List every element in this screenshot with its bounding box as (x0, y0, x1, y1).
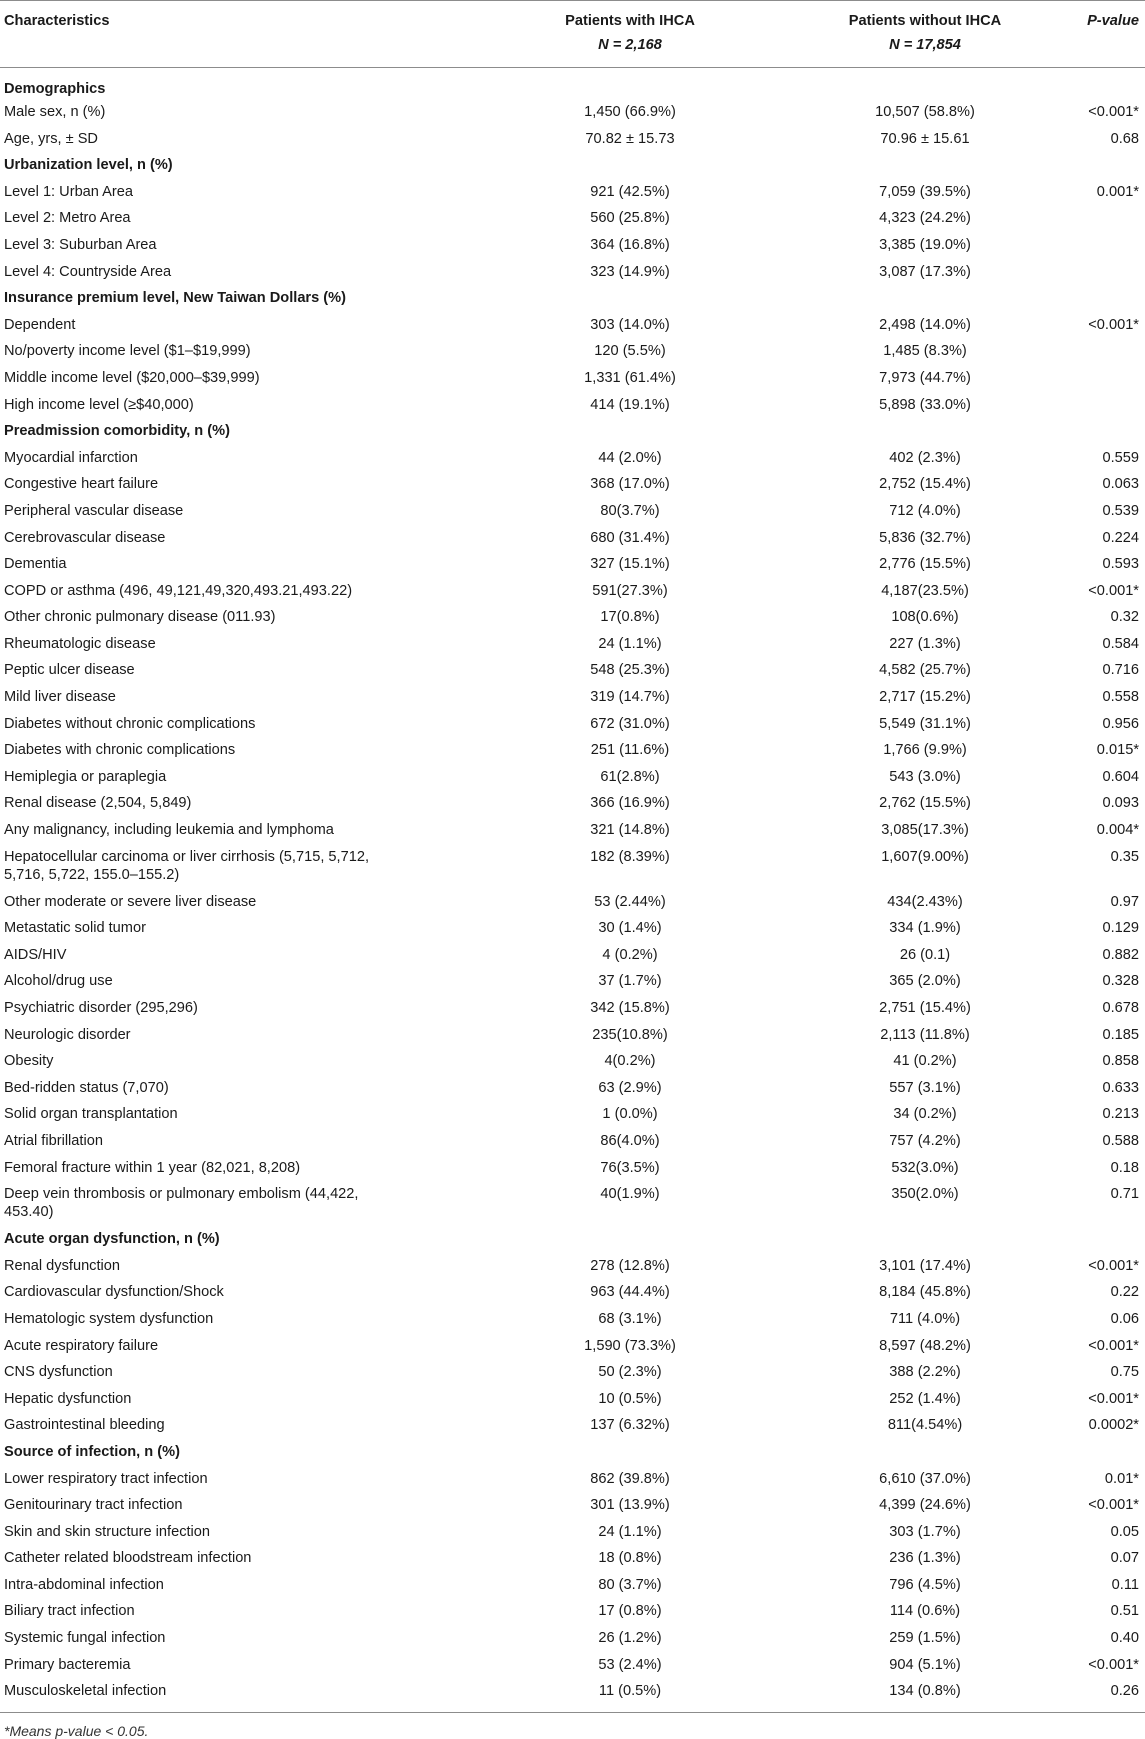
p-value: 0.858 (1102, 1053, 1139, 1070)
p-value (1040, 366, 1145, 393)
row-label: Alcohol/drug use (4, 973, 113, 990)
table-row (0, 100, 1145, 127)
row-label: Other moderate or severe liver disease (4, 893, 257, 910)
p-value: 0.093 (1102, 795, 1139, 812)
row-label: Any malignancy, including leukemia and lymphoma (4, 822, 334, 839)
value-with-ihca: 80(3.7%) (600, 502, 660, 519)
value-with-ihca: 53 (2.44%) (594, 893, 666, 910)
table-row (0, 180, 1145, 207)
p-value: 0.185 (1102, 1026, 1139, 1043)
p-value (1040, 339, 1145, 366)
p-value: 0.75 (1110, 1364, 1139, 1381)
row-label: Peripheral vascular disease (4, 502, 184, 519)
row-label: Age, yrs, ± SD (4, 130, 98, 147)
row-label: Neurologic disorder (4, 1026, 131, 1043)
p-value: 0.0002* (1088, 1417, 1139, 1434)
value-without-ihca: 904 (5.1%) (889, 1656, 961, 1673)
row-label: Intra-abdominal infection (4, 1576, 164, 1593)
value-with-ihca: 17 (0.8%) (598, 1603, 662, 1620)
p-value: <0.001* (1088, 104, 1139, 120)
value-with-ihca: 321 (14.8%) (590, 822, 670, 839)
row-label (0, 1182, 500, 1227)
value-with-ihca: 44 (2.0%) (598, 449, 662, 466)
table-row (0, 1102, 1145, 1129)
p-value: 0.06 (1110, 1310, 1139, 1327)
row-label: Metastatic solid tumor (4, 920, 146, 937)
row-label: Hematologic system dysfunction (4, 1310, 214, 1327)
p-value: 0.18 (1110, 1159, 1139, 1176)
value-without-ihca: 4,399 (24.6%) (879, 1497, 971, 1514)
value-without-ihca: 41 (0.2%) (893, 1053, 957, 1070)
value-with-ihca: 182 (8.39%) (590, 848, 670, 865)
value-without-ihca: 5,549 (31.1%) (879, 715, 971, 732)
p-value (1040, 206, 1145, 233)
table-row (0, 233, 1145, 260)
value-without-ihca: 1,485 (8.3%) (883, 343, 967, 360)
p-value: <0.001* (1088, 1337, 1139, 1354)
table-row (0, 969, 1145, 996)
row-label: Primary bacteremia (4, 1656, 131, 1673)
row-label: Renal dysfunction (4, 1257, 121, 1274)
table-row (0, 738, 1145, 765)
table-row (0, 1679, 1145, 1712)
table-row (0, 446, 1145, 473)
table-row (0, 393, 1145, 420)
row-label: COPD or asthma (496, 49,121,49,320,493.21,493.22) (4, 582, 353, 599)
header-without-ihca-n: N = 17,854 (720, 37, 1040, 68)
value-with-ihca: 251 (11.6%) (590, 742, 670, 759)
row-label: Dependent (4, 316, 76, 333)
value-without-ihca: 10,507 (58.8%) (875, 104, 975, 120)
table-row (0, 206, 1145, 233)
p-value (1040, 233, 1145, 260)
row-label: CNS dysfunction (4, 1364, 113, 1381)
section-header-row (0, 153, 1145, 180)
p-value: 0.11 (1111, 1576, 1139, 1593)
value-without-ihca: 402 (2.3%) (889, 449, 961, 466)
table-row (0, 791, 1145, 818)
row-label: Genitourinary tract infection (4, 1497, 183, 1514)
value-with-ihca: 301 (13.9%) (590, 1497, 670, 1514)
section-label: Urbanization level, n (%) (4, 157, 173, 174)
value-without-ihca: 4,323 (24.2%) (879, 210, 971, 227)
row-label: Middle income level ($20,000–$39,999) (4, 369, 260, 386)
p-value: 0.558 (1102, 689, 1139, 706)
p-value: 0.328 (1102, 973, 1139, 990)
p-value: 0.224 (1102, 529, 1139, 546)
value-without-ihca: 532(3.0%) (891, 1159, 959, 1176)
row-label: Acute respiratory failure (4, 1337, 159, 1354)
row-label: Musculoskeletal infection (0, 1679, 500, 1712)
row-label: Systemic fungal infection (4, 1630, 166, 1647)
value-without-ihca: 3,087 (17.3%) (879, 263, 971, 280)
value-with-ihca: 591(27.3%) (592, 582, 668, 599)
table-row (0, 712, 1145, 739)
row-label: Catheter related bloodstream infection (4, 1550, 252, 1567)
p-value: 0.539 (1102, 502, 1139, 519)
value-with-ihca: 1,450 (66.9%) (584, 104, 676, 120)
value-without-ihca: 3,085(17.3%) (881, 822, 969, 839)
p-value: 0.129 (1102, 920, 1139, 937)
value-without-ihca: 711 (4.0%) (889, 1310, 961, 1327)
p-value: 0.559 (1102, 449, 1139, 466)
table-row (0, 499, 1145, 526)
table-row (0, 1573, 1145, 1600)
value-without-ihca: 811(4.54%) (887, 1417, 963, 1434)
value-without-ihca: 7,059 (39.5%) (879, 183, 971, 200)
row-label: Hemiplegia or paraplegia (4, 768, 167, 785)
value-without-ihca: 5,836 (32.7%) (879, 529, 971, 546)
section-header-row (0, 68, 1145, 101)
table-row (0, 127, 1145, 154)
table-row (0, 1387, 1145, 1414)
value-with-ihca: 137 (6.32%) (590, 1417, 670, 1434)
value-with-ihca: 368 (17.0%) (590, 476, 670, 493)
table-row (0, 1360, 1145, 1387)
value-with-ihca: 1,590 (73.3%) (584, 1337, 676, 1354)
value-without-ihca: 2,752 (15.4%) (879, 476, 971, 493)
value-without-ihca: 236 (1.3%) (889, 1550, 961, 1567)
row-label: Psychiatric disorder (295,296) (4, 1000, 198, 1016)
value-with-ihca: 560 (25.8%) (590, 210, 670, 227)
row-label: Male sex, n (%) (4, 104, 106, 120)
value-with-ihca: 40(1.9%) (600, 1186, 660, 1203)
value-with-ihca: 37 (1.7%) (598, 973, 662, 990)
p-value: 0.97 (1110, 893, 1139, 910)
value-with-ihca: 1,331 (61.4%) (584, 369, 676, 386)
value-without-ihca: 3,385 (19.0%) (879, 236, 971, 253)
row-label: Other chronic pulmonary disease (011.93) (4, 609, 276, 626)
table-row (0, 1254, 1145, 1281)
table-row (0, 1129, 1145, 1156)
row-label-line-1: Hepatocellular carcinoma or liver cirrhosis (5,715, 5,712, (4, 848, 370, 865)
section-header-row (0, 1440, 1145, 1467)
header-spacer-p (1040, 37, 1145, 68)
value-without-ihca: 365 (2.0%) (889, 973, 961, 990)
section-header-row (0, 419, 1145, 446)
row-label: Atrial fibrillation (4, 1132, 103, 1149)
value-without-ihca: 712 (4.0%) (889, 502, 961, 519)
value-without-ihca: 6,610 (37.0%) (879, 1470, 971, 1487)
p-value (1040, 260, 1145, 287)
value-without-ihca: 2,776 (15.5%) (879, 556, 971, 573)
value-without-ihca: 7,973 (44.7%) (879, 369, 971, 386)
section-label: Insurance premium level, New Taiwan Dollars (%) (4, 290, 346, 307)
row-label-line-1: Deep vein thrombosis or pulmonary embolism (44,422, (4, 1186, 359, 1203)
row-label: Solid organ transplantation (4, 1106, 178, 1123)
row-label: Peptic ulcer disease (4, 662, 135, 679)
value-without-ihca: 543 (3.0%) (889, 768, 961, 785)
value-with-ihca: 4(0.2%) (604, 1053, 656, 1070)
header-with-ihca-n: N = 2,168 (500, 37, 720, 68)
table-row (0, 1076, 1145, 1103)
value-without-ihca: 108(0.6%) (891, 609, 959, 626)
p-value: 0.015* (1096, 742, 1139, 759)
header-characteristics: Characteristics (4, 13, 110, 29)
value-without-ihca: 8,184 (45.8%) (879, 1284, 971, 1301)
value-with-ihca: 862 (39.8%) (590, 1470, 670, 1487)
value-without-ihca: 334 (1.9%) (889, 920, 961, 937)
value-without-ihca: 134 (0.8%) (720, 1679, 1040, 1712)
section-label: Preadmission comorbidity, n (%) (4, 423, 230, 440)
table-row (0, 1156, 1145, 1183)
table-row (0, 1467, 1145, 1494)
row-label: No/poverty income level ($1–$19,999) (4, 343, 251, 360)
row-label: Level 1: Urban Area (4, 183, 133, 200)
p-value: <0.001* (1088, 316, 1139, 333)
header-with-ihca: Patients with IHCA (565, 13, 695, 29)
value-with-ihca: 26 (1.2%) (598, 1630, 662, 1647)
value-with-ihca: 17(0.8%) (600, 609, 660, 626)
table-footnote: *Means p-value < 0.05. (4, 1722, 149, 1739)
row-label: Skin and skin structure infection (4, 1523, 211, 1540)
row-label: Level 4: Countryside Area (4, 263, 172, 280)
row-label: Level 3: Suburban Area (4, 236, 157, 253)
table-row (0, 818, 1145, 845)
value-with-ihca: 364 (16.8%) (590, 236, 670, 253)
value-without-ihca: 1,607(9.00%) (881, 848, 969, 865)
value-without-ihca: 227 (1.3%) (889, 635, 961, 652)
value-without-ihca: 557 (3.1%) (889, 1079, 961, 1096)
table-row (0, 472, 1145, 499)
p-value: 0.004* (1096, 822, 1139, 839)
p-value: <0.001* (1088, 1390, 1139, 1407)
p-value: 0.678 (1102, 1000, 1139, 1016)
value-with-ihca: 50 (2.3%) (598, 1364, 662, 1381)
p-value: 0.05 (1110, 1523, 1139, 1540)
value-with-ihca: 1 (0.0%) (602, 1106, 658, 1123)
row-label: Diabetes without chronic complications (4, 715, 256, 732)
p-value: 0.68 (1110, 130, 1139, 147)
p-value: 0.22 (1110, 1284, 1139, 1301)
row-label: Obesity (4, 1053, 54, 1070)
header-spacer (0, 37, 500, 68)
p-value: <0.001* (1088, 582, 1139, 599)
value-without-ihca: 259 (1.5%) (889, 1630, 961, 1647)
value-with-ihca: 53 (2.4%) (598, 1656, 662, 1673)
value-with-ihca: 4 (0.2%) (602, 946, 658, 963)
table-row (0, 1653, 1145, 1680)
p-value: 0.001* (1096, 183, 1139, 200)
table-row (0, 1049, 1145, 1076)
value-with-ihca: 342 (15.8%) (590, 1000, 670, 1016)
table-row (0, 890, 1145, 917)
value-without-ihca: 8,597 (48.2%) (879, 1337, 971, 1354)
table-row (0, 1413, 1145, 1440)
row-label: Hepatic dysfunction (4, 1390, 132, 1407)
p-value: 0.07 (1110, 1550, 1139, 1567)
row-label: High income level (≥$40,000) (4, 396, 194, 413)
value-without-ihca: 4,582 (25.7%) (879, 662, 971, 679)
table-row (0, 339, 1145, 366)
value-without-ihca: 1,766 (9.9%) (883, 742, 967, 759)
p-value: 0.633 (1102, 1079, 1139, 1096)
value-with-ihca: 414 (19.1%) (590, 396, 670, 413)
value-with-ihca: 24 (1.1%) (598, 1523, 662, 1540)
table-row (0, 943, 1145, 970)
p-value: 0.063 (1102, 476, 1139, 493)
table-header (0, 1, 1145, 68)
table-row (0, 526, 1145, 553)
value-without-ihca: 114 (0.6%) (889, 1603, 961, 1620)
value-with-ihca: 76(3.5%) (600, 1159, 660, 1176)
value-with-ihca: 24 (1.1%) (598, 635, 662, 652)
value-with-ihca: 18 (0.8%) (598, 1550, 662, 1567)
value-with-ihca: 70.82 ± 15.73 (585, 130, 675, 147)
table-row (0, 1493, 1145, 1520)
header-without-ihca: Patients without IHCA (848, 13, 1002, 29)
table-row (0, 1023, 1145, 1050)
value-with-ihca: 278 (12.8%) (590, 1257, 670, 1274)
section-label: Acute organ dysfunction, n (%) (4, 1231, 220, 1248)
p-value: <0.001* (1088, 1497, 1139, 1514)
table-row (0, 632, 1145, 659)
value-without-ihca: 2,113 (11.8%) (880, 1026, 970, 1043)
table-row (0, 996, 1145, 1023)
value-with-ihca: 672 (31.0%) (590, 715, 670, 732)
value-with-ihca: 235(10.8%) (592, 1026, 668, 1043)
table-row (0, 685, 1145, 712)
value-without-ihca: 252 (1.4%) (889, 1390, 961, 1407)
row-label: AIDS/HIV (4, 946, 67, 963)
section-header-row (0, 1227, 1145, 1254)
row-label: Myocardial infarction (4, 449, 138, 466)
p-value: 0.40 (1110, 1630, 1139, 1647)
p-value: 0.35 (1110, 848, 1139, 865)
value-with-ihca: 11 (0.5%) (500, 1679, 720, 1712)
value-with-ihca: 319 (14.7%) (590, 689, 670, 706)
value-without-ihca: 2,498 (14.0%) (879, 316, 971, 333)
p-value: 0.584 (1102, 635, 1139, 652)
value-with-ihca: 30 (1.4%) (598, 920, 662, 937)
table-row (0, 1182, 1145, 1227)
table-row (0, 916, 1145, 943)
row-label: Rheumatologic disease (4, 635, 156, 652)
value-with-ihca: 120 (5.5%) (594, 343, 666, 360)
value-without-ihca: 4,187(23.5%) (881, 582, 969, 599)
value-without-ihca: 26 (0.1) (899, 946, 951, 963)
value-with-ihca: 327 (15.1%) (590, 556, 670, 573)
table-row (0, 845, 1145, 890)
row-label: Congestive heart failure (4, 476, 159, 493)
row-label: Cardiovascular dysfunction/Shock (4, 1284, 224, 1301)
value-without-ihca: 757 (4.2%) (889, 1132, 961, 1149)
table-row (0, 1599, 1145, 1626)
header-p-value: P-value (1087, 13, 1139, 29)
table-row (0, 1307, 1145, 1334)
table-row (0, 1280, 1145, 1307)
table-row (0, 366, 1145, 393)
table-body (0, 68, 1145, 1713)
table-row (0, 313, 1145, 340)
row-label: Gastrointestinal bleeding (4, 1417, 165, 1434)
p-value: 0.51 (1110, 1603, 1139, 1620)
p-value (1040, 393, 1145, 420)
p-value: 0.716 (1102, 662, 1139, 679)
value-without-ihca: 2,762 (15.5%) (879, 795, 971, 812)
value-without-ihca: 796 (4.5%) (889, 1576, 961, 1593)
value-without-ihca: 303 (1.7%) (889, 1523, 961, 1540)
value-with-ihca: 963 (44.4%) (590, 1284, 670, 1301)
value-without-ihca: 5,898 (33.0%) (879, 396, 971, 413)
value-without-ihca: 2,717 (15.2%) (879, 689, 971, 706)
table-row (0, 1546, 1145, 1573)
p-value: 0.01* (1104, 1470, 1139, 1487)
table-row (0, 1334, 1145, 1361)
row-label: Lower respiratory tract infection (4, 1470, 208, 1487)
value-with-ihca: 86(4.0%) (600, 1132, 660, 1149)
value-with-ihca: 680 (31.4%) (590, 529, 670, 546)
value-without-ihca: 434(2.43%) (887, 893, 963, 910)
row-label: Biliary tract infection (4, 1603, 135, 1620)
value-without-ihca: 388 (2.2%) (889, 1364, 961, 1381)
p-value: 0.26 (1040, 1679, 1145, 1712)
row-label-line-2: 453.40) (4, 1204, 54, 1221)
value-without-ihca: 2,751 (15.4%) (879, 1000, 971, 1016)
p-value: 0.213 (1102, 1106, 1139, 1123)
section-label: Demographics (4, 81, 106, 97)
row-label-line-2: 5,716, 5,722, 155.0–155.2) (4, 866, 180, 883)
table-row (0, 1626, 1145, 1653)
value-with-ihca: 303 (14.0%) (590, 316, 670, 333)
table-row (0, 260, 1145, 287)
row-label: Femoral fracture within 1 year (82,021, 8,208) (4, 1159, 301, 1176)
row-label: Renal disease (2,504, 5,849) (4, 795, 192, 812)
table-row (0, 658, 1145, 685)
value-with-ihca: 921 (42.5%) (590, 183, 670, 200)
p-value: 0.604 (1102, 768, 1139, 785)
table-row (0, 579, 1145, 606)
row-label (0, 845, 500, 890)
p-value: 0.71 (1110, 1186, 1139, 1203)
row-label: Level 2: Metro Area (4, 210, 131, 227)
section-label: Source of infection, n (%) (4, 1443, 180, 1460)
value-with-ihca: 80 (3.7%) (598, 1576, 662, 1593)
value-with-ihca: 548 (25.3%) (590, 662, 670, 679)
p-value: 0.588 (1102, 1132, 1139, 1149)
row-label: Bed-ridden status (7,070) (4, 1079, 169, 1096)
row-label: Cerebrovascular disease (4, 529, 166, 546)
table-row (0, 1520, 1145, 1547)
row-label: Diabetes with chronic complications (4, 742, 236, 759)
value-without-ihca: 350(2.0%) (891, 1186, 959, 1203)
value-with-ihca: 10 (0.5%) (598, 1390, 662, 1407)
value-with-ihca: 61(2.8%) (600, 768, 660, 785)
table-row (0, 765, 1145, 792)
p-value: 0.956 (1102, 715, 1139, 732)
value-without-ihca: 3,101 (17.4%) (879, 1257, 971, 1274)
p-value: 0.32 (1110, 609, 1139, 626)
row-label: Dementia (4, 556, 67, 573)
row-label: Mild liver disease (4, 689, 116, 706)
p-value: <0.001* (1088, 1257, 1139, 1274)
p-value: <0.001* (1088, 1656, 1139, 1673)
value-without-ihca: 34 (0.2%) (893, 1106, 957, 1123)
section-header-row (0, 286, 1145, 313)
table-row (0, 552, 1145, 579)
value-with-ihca: 323 (14.9%) (590, 263, 670, 280)
value-with-ihca: 68 (3.1%) (598, 1310, 662, 1327)
p-value: 0.882 (1102, 946, 1139, 963)
value-without-ihca: 70.96 ± 15.61 (880, 130, 970, 147)
value-with-ihca: 63 (2.9%) (598, 1079, 662, 1096)
table-row (0, 605, 1145, 632)
value-with-ihca: 366 (16.9%) (590, 795, 670, 812)
p-value: 0.593 (1102, 556, 1139, 573)
